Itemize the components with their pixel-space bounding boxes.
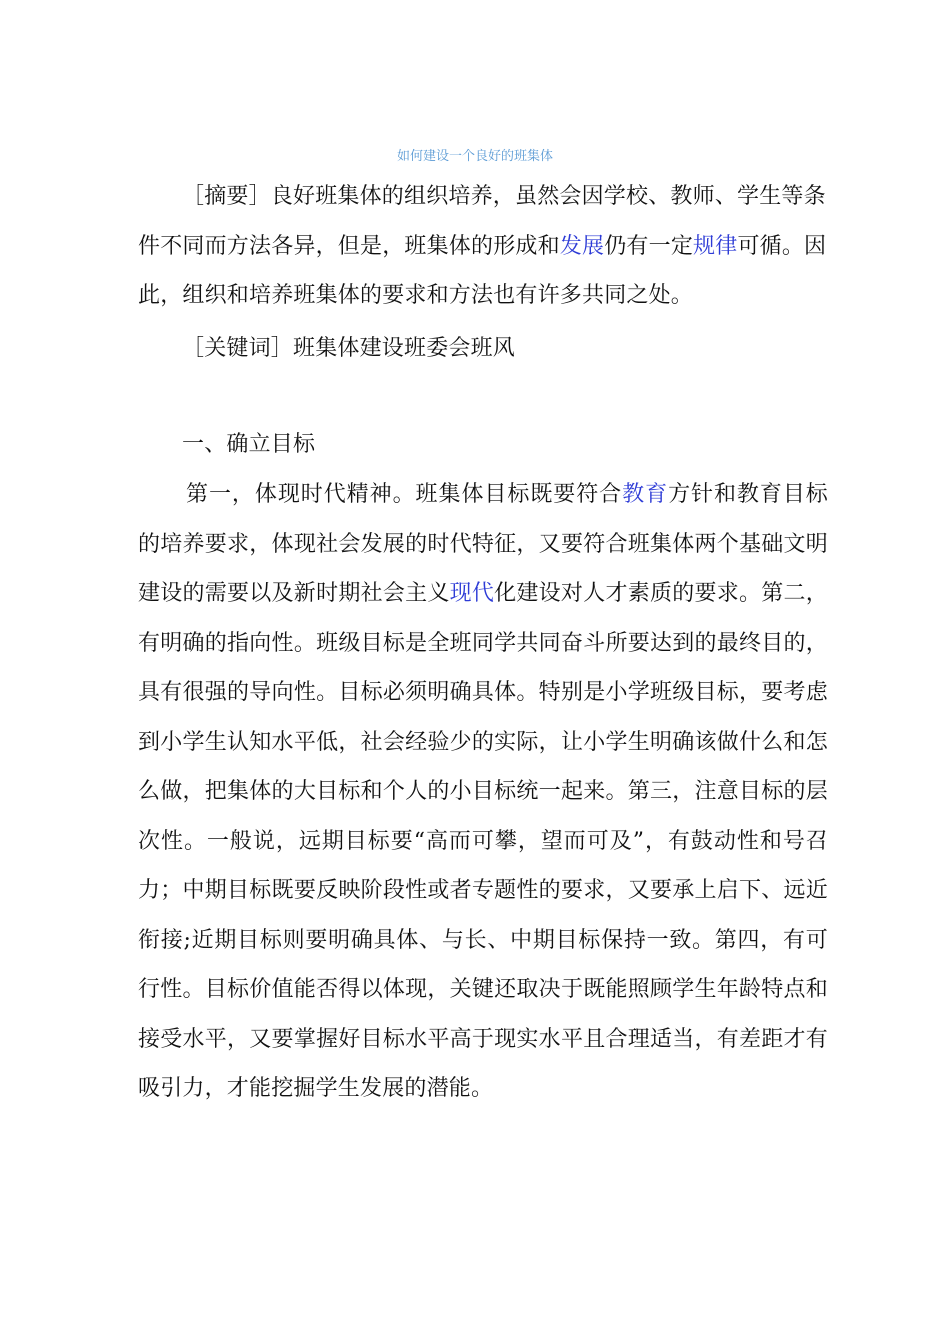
- abstract-text-1: ［摘要］良好班集体的组织培养，虽然会因学校、教师、学生等条件不同而方法各异，但是，班集体的形成和: [138, 184, 826, 259]
- link-fazhan[interactable]: 发展: [559, 233, 605, 259]
- body-text-3: 化建设对人才素质的要求。第二，有明确的指向性。班级目标是全班同学共同奋斗所要达到的最终目的，具有很强的导向性。目标必须明确具体。特别是小学班级目标，要考虑到小学生认知水平低，社会经验少的实际，让小学生明确该做什么和怎么做，把集体的大目标和个人的小目标统一起来。第三，注意目标的层次性。一般说，远期目标要“高而可攀，望而可及”，有鼓动性和号召力；中期目标既要反映阶段性或者专题性的要求，又要承上启下、远近衔接;近期目标则要明确具体、与长、中期目标保持一致。第四，有可行性。目标价值能否得以体现，关键还取决于既能照顾学生年龄特点和接受水平，又要掌握好目标水平高于现实水平且合理适当，有差距才有吸引力，才能挖掘学生发展的潜能。: [138, 581, 828, 1101]
- abstract-text-2: 仍有一定: [604, 233, 694, 259]
- abstract-text-3: 可循。因此，组织和培养班集体的要求和方法也有许多共同之处。: [138, 233, 827, 308]
- link-guilv[interactable]: 规律: [693, 233, 738, 259]
- link-jiaoyu[interactable]: 教育: [622, 482, 669, 507]
- body-paragraph: [138, 470, 828, 1114]
- document-title: 如何建设一个良好的班集体: [396, 149, 553, 164]
- abstract-paragraph: [138, 172, 828, 321]
- section-heading: 一、确立目标: [182, 432, 316, 457]
- body-text-2: 方针和教育目标的培养要求，体现社会发展的时代特征，又要符合班集体两个基础文明建设的需要以及新时期社会主义: [138, 482, 828, 606]
- link-xiandai[interactable]: 现代: [449, 581, 495, 606]
- keywords-line: ［关键词］班集体建设班委会班风: [182, 336, 516, 361]
- body-text-1: 第一，体现时代精神。班集体目标既要符合: [186, 482, 623, 507]
